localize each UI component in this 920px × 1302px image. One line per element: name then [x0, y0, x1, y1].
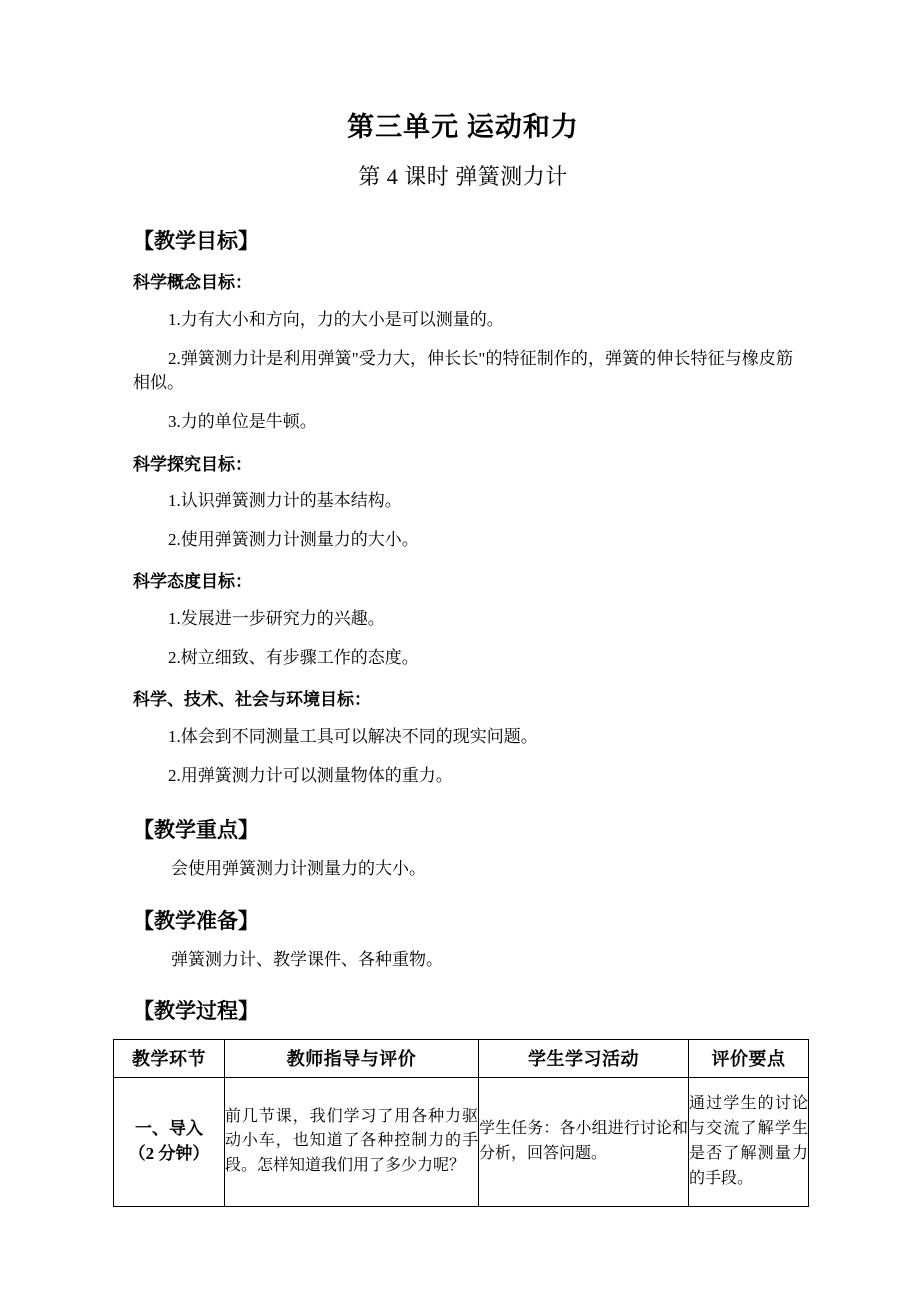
preparation-text: 弹簧测力计、教学课件、各种重物。	[171, 949, 443, 969]
table-row	[114, 1077, 809, 1206]
stage-duration: （2 分钟）	[128, 1143, 210, 1163]
objective-item: 2.用弹簧测力计可以测量物体的重力。	[168, 766, 453, 786]
column-header-teacher-guidance: 教师指导与评价	[225, 1039, 479, 1077]
section-heading-objectives: 【教学目标】	[133, 229, 259, 254]
column-header-student-activity: 学生学习活动	[479, 1039, 689, 1077]
objective-item: 3.力的单位是牛顿。	[168, 412, 317, 432]
document-title: 第三单元 运动和力	[347, 112, 579, 142]
table-header-row	[114, 1039, 809, 1077]
objective-item: 1.体会到不同测量工具可以解决不同的现实问题。	[168, 727, 538, 747]
lesson-process-table	[113, 1039, 809, 1207]
objective-item: 1.发展进一步研究力的兴趣。	[168, 609, 385, 629]
subheading-science-concept: 科学概念目标：	[133, 273, 252, 293]
cell-teacher-guidance: 前几节课，我们学习了用各种力驱动小车，也知道了各种控制力的手段。怎样知道我们用了多少力呢？	[225, 1077, 479, 1206]
cell-student-activity: 学生任务：各小组进行讨论和分析，回答问题。	[479, 1077, 689, 1206]
section-heading-key-point: 【教学重点】	[133, 818, 259, 843]
document-subtitle: 第 4 课时 弹簧测力计	[358, 163, 568, 189]
subheading-science-tech-society-environment: 科学、技术、社会与环境目标：	[133, 690, 371, 710]
objective-item: 2.使用弹簧测力计测量力的大小。	[168, 530, 419, 550]
objective-item: 2.树立细致、有步骤工作的态度。	[168, 648, 419, 668]
column-header-stage: 教学环节	[114, 1039, 225, 1077]
subheading-science-inquiry: 科学探究目标：	[133, 454, 252, 474]
section-heading-process: 【教学过程】	[133, 998, 259, 1023]
stage-name: 一、导入	[135, 1119, 203, 1139]
column-header-evaluation-points: 评价要点	[689, 1039, 809, 1077]
section-heading-preparation: 【教学准备】	[133, 908, 259, 933]
subheading-science-attitude: 科学态度目标：	[133, 572, 252, 592]
objective-item: 2.弹簧测力计是利用弹簧"受力大，伸长长"的特征制作的，弹簧的伸长特征与橡皮筋相似。	[133, 349, 793, 393]
cell-stage	[114, 1077, 225, 1206]
key-point-text: 会使用弹簧测力计测量力的大小。	[171, 859, 426, 879]
document-content	[128, 0, 808, 1207]
cell-evaluation-points: 通过学生的讨论与交流了解学生是否了解测量力的手段。	[689, 1077, 809, 1206]
objective-item: 1.力有大小和方向，力的大小是可以测量的。	[168, 310, 504, 330]
objective-item: 1.认识弹簧测力计的基本结构。	[168, 491, 402, 511]
lesson-table-wrapper	[128, 1023, 808, 1207]
